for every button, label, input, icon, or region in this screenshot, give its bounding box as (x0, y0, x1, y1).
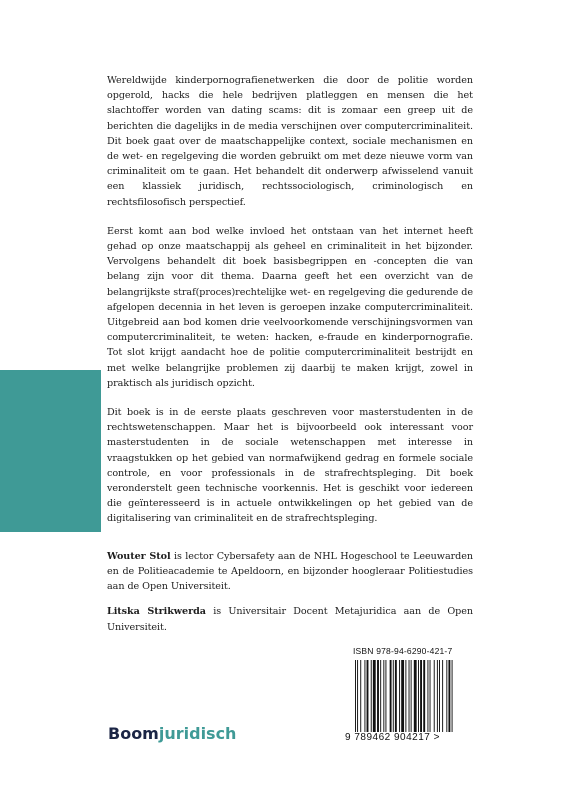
publisher-logo-juridisch: juridisch (158, 724, 237, 743)
barcode-digits: 9 789462 904217 > (345, 732, 440, 743)
author-bio-text: is lector Cybersafety aan de NHL Hogeschool te Leeuwarden en de Politieacademie te Apeldoorn, en bijzonder hoogleraar Politiestudies aan de Open Universiteit. (107, 550, 474, 593)
description-paragraph-2: Eerst komt aan bod welke invloed het ontstaan van het internet heeft gehad op onze maatschappij als geheel en criminaliteit in het bijzonder. Vervolgens behandelt dit boek basisbegrippen en -concepten die van belang zijn voor dit thema. Daarna geeft het een overzicht van de belangrijkste straf(proces)rechtelijke wet- en regelgeving die gedurende de afgelopen decennia in het leven is geroepen inzake computercriminaliteit. Uitgebreid aan bod komen drie veelvoorkomende verschijningsvormen van computercriminaliteit, te weten: hacken, e-fraude en kinderpornografie. Tot slot krijgt aandacht hoe de politie computercriminaliteit bestrijdt en met welke belangrijke problemen zij daarbij te maken krijgt, zowel in praktisch als juridisch opzicht. (107, 225, 473, 389)
publisher-logo (108, 724, 236, 743)
isbn-label: ISBN 978-94-6290-421-7 (353, 646, 453, 656)
publisher-logo-boom: Boom (108, 724, 159, 743)
author-name: Wouter Stol (107, 550, 171, 562)
isbn-barcode (345, 646, 470, 748)
description-paragraph-1: Wereldwijde kinderpornografienetwerken die door de politie worden opgerold, hacks die hele bedrijven platleggen en mensen die het slachtoffer worden van dating scams: dit is zomaar een greep uit de berichten die dagelijks in de media verschijnen over computercriminaliteit. Dit boek gaat over de maatschappelijke context, sociale mechanismen en de wet- en regelgeving die worden gebruikt om met deze nieuwe vorm van criminaliteit om te gaan. Het behandelt dit onderwerp afwisselend vanuit een klassiek juridisch, rechtssociologisch, criminologisch en rechtsfilosofisch perspectief. (107, 75, 473, 208)
teal-accent-block (0, 370, 101, 532)
description-paragraph-3: Dit boek is in de eerste plaats geschreven voor masterstudenten in de rechtswetenschappen. Maar het is bijvoorbeeld ook interessant voor masterstudenten in de sociale wetenschappen met interesse in vraagstukken op het gebied van normafwijkend gedrag en formele sociale controle, en voor professionals in de strafrechtspleging. Dit boek veronderstelt geen technische voorkennis. Het is geschikt voor iedereen die geïnteresseerd is in actuele ontwikkelingen op het gebied van de digitalisering van criminaliteit en de strafrechtspleging. (107, 407, 473, 525)
author-bios (107, 549, 473, 635)
author-bio-2 (107, 604, 473, 634)
back-cover-text (107, 73, 473, 645)
author-name: Litska Strikwerda (107, 606, 206, 618)
author-bio-1 (107, 549, 473, 595)
author-bio-text: is Universitair Docent Metajuridica aan de Open Universiteit. (107, 606, 474, 633)
barcode-bars (353, 660, 470, 732)
